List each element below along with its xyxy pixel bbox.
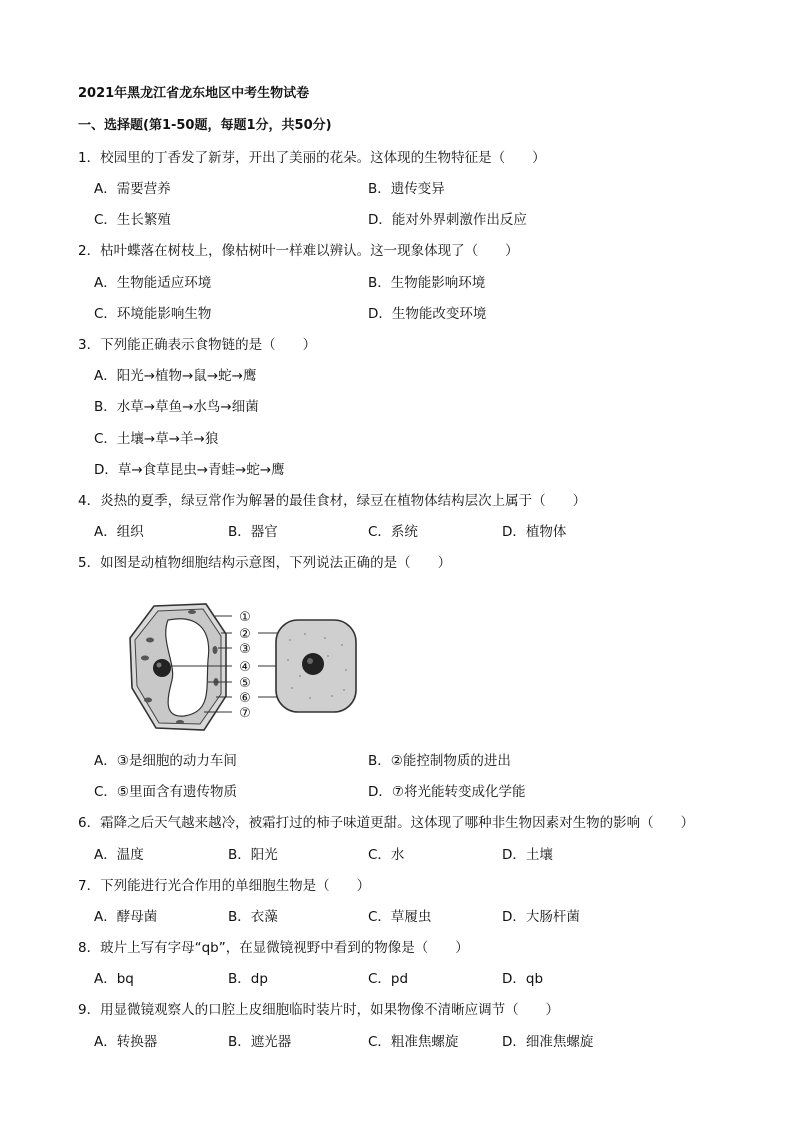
question-8-option-d: D．qb: [502, 971, 544, 987]
question-5-option-c: C．⑤里面含有遗传物质: [94, 784, 238, 800]
animal-nucleus: [302, 653, 324, 675]
question-3-option-a: A．阳光→植物→鼠→蛇→鹰: [94, 368, 257, 384]
question-2-stem: 2．枯叶蝶落在树枝上，像枯树叶一样难以辨认。这一现象体现了（ ）: [78, 243, 519, 259]
label-5: ⑤: [239, 676, 251, 691]
question-6-option-b: B．阳光: [228, 847, 278, 863]
label-7: ⑦: [239, 706, 251, 721]
plant-vacuole: [166, 619, 209, 716]
question-5-option-d: D．⑦将光能转变成化学能: [368, 784, 526, 800]
question-6-option-c: C．水: [368, 847, 405, 863]
question-5-option-b: B．②能控制物质的进出: [368, 753, 511, 769]
question-4-option-d: D．植物体: [502, 524, 567, 540]
question-7-stem: 7．下列能进行光合作用的单细胞生物是（ ）: [78, 878, 371, 894]
question-9-option-a: A．转换器: [94, 1034, 158, 1050]
question-1-option-a: A．需要营养: [94, 181, 171, 197]
label-1: ①: [239, 610, 251, 625]
label-2: ②: [239, 627, 251, 642]
question-7-option-b: B．衣藻: [228, 909, 278, 925]
question-1-option-d: D．能对外界刺激作出反应: [368, 212, 527, 228]
question-2-option-c: C．环境能影响生物: [94, 306, 212, 322]
label-4: ④: [239, 660, 251, 675]
question-1-option-c: C．生长繁殖: [94, 212, 171, 228]
question-3-stem: 3．下列能正确表示食物链的是（ ）: [78, 337, 317, 353]
label-6: ⑥: [239, 691, 251, 706]
question-2-option-d: D．生物能改变环境: [368, 306, 487, 322]
question-4-option-a: A．组织: [94, 524, 144, 540]
paper-title: 2021年黑龙江省龙东地区中考生物试卷: [78, 86, 310, 101]
question-7-option-a: A．酵母菌: [94, 909, 158, 925]
question-7-option-c: C．草履虫: [368, 909, 432, 925]
question-9-option-b: B．遮光器: [228, 1034, 292, 1050]
question-8-option-c: C．pd: [368, 971, 409, 987]
question-5-stem: 5．如图是动植物细胞结构示意图，下列说法正确的是（ ）: [78, 555, 452, 571]
question-8-stem: 8．玻片上写有字母“qb”，在显微镜视野中看到的物像是（ ）: [78, 940, 469, 956]
question-8-option-a: A．bq: [94, 971, 134, 987]
question-3-option-c: C．土壤→草→羊→狼: [94, 431, 219, 447]
question-9-option-d: D．细准焦螺旋: [502, 1034, 594, 1050]
plant-nucleus: [153, 659, 171, 677]
question-9-stem: 9．用显微镜观察人的口腔上皮细胞临时装片时，如果物像不清晰应调节（ ）: [78, 1002, 560, 1018]
label-3: ③: [239, 642, 251, 657]
question-6-option-d: D．土壤: [502, 847, 553, 863]
section-title: 一、选择题(第1-50题，每题1分，共50分): [78, 118, 332, 133]
question-3-option-d: D．草→食草昆虫→青蛙→蛇→鹰: [94, 462, 285, 478]
question-2-option-a: A．生物能适应环境: [94, 275, 212, 291]
question-3-option-b: B．水草→草鱼→水鸟→细菌: [94, 399, 259, 415]
question-2-option-b: B．生物能影响环境: [368, 275, 486, 291]
question-8-option-b: B．dp: [228, 971, 268, 987]
question-7-option-d: D．大肠杆菌: [502, 909, 580, 925]
question-4-option-b: B．器官: [228, 524, 278, 540]
question-1-stem: 1．校园里的丁香发了新芽，开出了美丽的花朵。这体现的生物特征是（ ）: [78, 150, 546, 166]
question-6-option-a: A．温度: [94, 847, 144, 863]
question-1-option-b: B．遗传变异: [368, 181, 445, 197]
question-9-option-c: C．粗准焦螺旋: [368, 1034, 459, 1050]
cell-structure-figure: [120, 600, 370, 740]
question-4-stem: 4．炎热的夏季，绿豆常作为解暑的最佳食材，绿豆在植物体结构层次上属于（ ）: [78, 493, 587, 509]
question-4-option-c: C．系统: [368, 524, 418, 540]
question-6-stem: 6．霜降之后天气越来越冷，被霜打过的柿子味道更甜。这体现了哪种非生物因素对生物的影响（ ）: [78, 815, 695, 831]
question-5-option-a: A．③是细胞的动力车间: [94, 753, 237, 769]
